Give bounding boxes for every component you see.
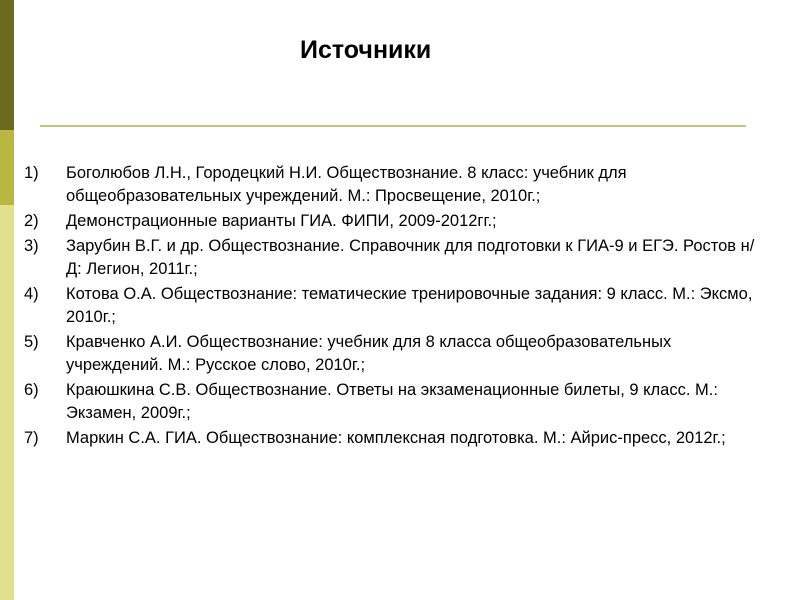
- reference-item: [24, 235, 759, 281]
- reference-number: 7): [24, 429, 39, 447]
- reference-item: [24, 379, 759, 425]
- reference-item: [24, 162, 759, 208]
- side-stripe-light: [0, 205, 14, 600]
- side-stripe-mid: [0, 130, 14, 205]
- reference-number: 4): [24, 285, 39, 303]
- reference-text: Краюшкина С.В. Обществознание. Ответы на экзаменационные билеты, 9 класс. М.: Экзамен, 2009г.;: [66, 381, 718, 422]
- reference-text: Маркин С.А. ГИА. Обществознание: комплексная подготовка. М.: Айрис-пресс, 2012г.;: [66, 429, 726, 447]
- reference-number: 6): [24, 381, 39, 399]
- reference-text: Демонстрационные варианты ГИА. ФИПИ, 2009-2012гг.;: [66, 212, 497, 230]
- title-divider: [40, 125, 746, 127]
- reference-text: Боголюбов Л.Н., Городецкий Н.И. Обществознание. 8 класс: учебник для общеобразовательных учреждений. М.: Просвещение, 2010г.;: [66, 164, 627, 205]
- reference-item: [24, 210, 759, 233]
- reference-number: 1): [24, 164, 39, 182]
- reference-item: [24, 331, 759, 377]
- reference-item: [24, 283, 759, 329]
- reference-number: 5): [24, 333, 39, 351]
- reference-item: [24, 427, 759, 450]
- reference-list: [24, 162, 759, 452]
- reference-text: Кравченко А.И. Обществознание: учебник для 8 класса общеобразовательных учреждений. М.: Русское слово, 2010г.;: [66, 333, 672, 374]
- reference-text: Котова О.А. Обществознание: тематические тренировочные задания: 9 класс. М.: Эксмо, 2010г.;: [66, 285, 753, 326]
- reference-text: Зарубин В.Г. и др. Обществознание. Справочник для подготовки к ГИА-9 и ЕГЭ. Ростов н/Д: Легион, 2011г.;: [66, 237, 755, 278]
- reference-number: 3): [24, 237, 39, 255]
- reference-number: 2): [24, 212, 39, 230]
- slide-title: Источники: [300, 36, 432, 64]
- side-stripe-dark: [0, 0, 14, 130]
